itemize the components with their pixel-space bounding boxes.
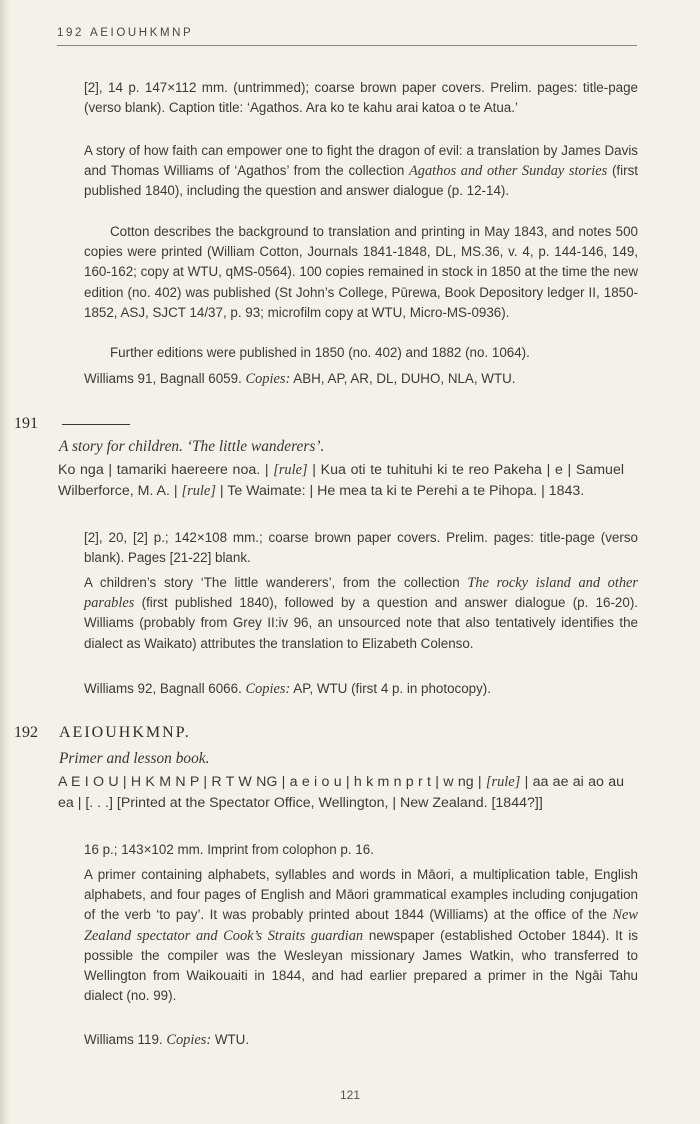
entry-191-collation-text: [2], 20, [2] p.; 142×108 mm.; coarse brown paper covers. Prelim. pages: title-page (verso blank). Pages [21-22] blank. xyxy=(84,530,638,566)
entry-190-note-text-b: (first published 1840), including the question and answer dialogue (p. 12-14). xyxy=(84,163,638,199)
entry-192-references xyxy=(84,1030,638,1050)
entry-190-note xyxy=(84,141,638,202)
entry-192-transcription xyxy=(58,772,624,813)
entry-192-references-text: Williams 119. xyxy=(84,1032,167,1047)
entry-190-references-text: Williams 91, Bagnall 6059. xyxy=(84,371,246,386)
entry-191-rule-1: [rule] xyxy=(273,462,308,478)
entry-192-note-text-a: A primer containing alphabets, syllables and words in Māori, a multiplication table, English alphabets, and four pages of English and Māori grammatical examples including conjugation of the verb ‘to pay’. It was probably printed about 1844 (Williams) at the office of the xyxy=(84,867,638,923)
entry-191-transcription-3: | Te Waimate: | He mea ta ki te Perehi a te Pihopa. | 1843. xyxy=(215,482,585,499)
running-head xyxy=(57,27,637,46)
page-number: 121 xyxy=(339,1088,361,1102)
entry-191-author-dash xyxy=(62,424,130,425)
entry-190-copies-label: Copies: xyxy=(245,371,291,387)
entry-191-note-italic-title: The rocky island and other parables xyxy=(84,575,639,612)
entry-192-copies-label: Copies: xyxy=(166,1032,212,1048)
entry-192-copies-text: WTU. xyxy=(211,1032,250,1047)
running-head-page-number: 192 xyxy=(57,27,84,39)
entry-190-copies-text: ABH, AP, AR, DL, DUHO, NLA, WTU. xyxy=(290,371,516,386)
entry-191-title: A story for children. ‘The little wanderers’. xyxy=(59,438,325,455)
entry-192-rule: [rule] xyxy=(485,774,521,790)
entry-192-collation xyxy=(84,840,638,860)
entry-192-note xyxy=(84,865,638,1006)
entry-190-references xyxy=(84,369,638,389)
entry-191-number: 191 xyxy=(14,415,38,432)
entry-191-transcription xyxy=(58,460,624,501)
entry-190-note-text-a: A story of how faith can empower one to fight the dragon of evil: a translation by James Davis and Thomas Williams of ‘Agathos’ from the collection xyxy=(84,143,638,179)
entry-191-references-text: Williams 92, Bagnall 6066. xyxy=(84,681,246,696)
entry-191-transcription-1: Ko nga | tamariki haereere noa. | xyxy=(58,462,274,478)
entry-192-note-italic-title: New Zealand spectator and Cook’s Straits guardian xyxy=(84,907,638,944)
entry-191-transcription-2: | Kua oti te tuhituhi ki te reo Pakeha | e | Samuel Wilberforce, M. A. | xyxy=(58,462,624,499)
entry-191-copies-label: Copies: xyxy=(245,681,291,697)
entry-192-transcription-1: A E I O U | H K M N P | R T W NG | a e i o u | h k m n p r t | w ng | xyxy=(58,774,486,790)
entry-191-references xyxy=(84,679,638,699)
entry-190-editions-note xyxy=(84,343,638,363)
entry-192-transcription-2: | aa ae ai ao au ea | [. . .] [Printed at the Spectator Office, Wellington, | New Zealand. [1844?]] xyxy=(58,774,624,811)
entry-191-note xyxy=(84,573,638,654)
running-head-title: AEIOUHKMNP xyxy=(90,27,194,39)
entry-190-cotton-note-text: Cotton describes the background to translation and printing in May 1843, and notes 500 copies were printed (William Cotton, Journals 1841-1848, DL, MS.36, v. 4, p. 144-146, 149, 160-162; copy at WTU, qMS-0564). 100 copies remained in stock in 1850 at the time the new edition (no. 402) was published (St John’s College, Pūrewa, Book Depository ledger II, 1850-1852, ASJ, SJCT 14/37, p. 93; microfilm copy at WTU, Micro-MS-0936). xyxy=(84,224,638,320)
entry-191-collation xyxy=(84,528,638,568)
entry-190-collation xyxy=(84,78,638,118)
entry-190-collation-text: [2], 14 p. 147×112 mm. (untrimmed); coarse brown paper covers. Prelim. pages: title-page (verso blank). Caption title: ‘Agathos. Ara ko te kahu arai katoa o te Atua.’ xyxy=(84,80,638,116)
entry-192-note-text-b: newspaper (established October 1844). It is possible the compiler was the Wesleyan missionary James Watkin, who transferred to Wellington from Waikouaiti in 1844, and had earlier prepared a primer in the Ngāi Tahu dialect (no. 99). xyxy=(84,927,638,1004)
entry-192-collation-text: 16 p.; 143×102 mm. Imprint from colophon p. 16. xyxy=(84,842,374,857)
page-gutter-shadow xyxy=(0,0,10,1124)
entry-190-note-italic-title: Agathos and other Sunday stories xyxy=(409,163,608,180)
entry-192-title: Primer and lesson book. xyxy=(59,750,210,767)
entry-190-editions-note-text: Further editions were published in 1850 (no. 402) and 1882 (no. 1064). xyxy=(110,345,530,360)
entry-192-number: 192 xyxy=(14,724,38,741)
entry-191-rule-2: [rule] xyxy=(181,482,216,499)
entry-191-note-text-a: A children’s story ‘The little wanderers’, from the collection xyxy=(84,575,468,590)
entry-192-heading: AEIOUHKMNP. xyxy=(59,724,191,741)
entry-191-copies-text: AP, WTU (first 4 p. in photocopy). xyxy=(290,681,491,696)
entry-190-cotton-note xyxy=(84,222,638,323)
entry-191-note-text-b: (first published 1840), followed by a question and answer dialogue (p. 16-20). Williams (probably from Grey II:iv 96, an unsourced note that also tentatively identifies the dialect as Waikato) attributes the translation to Elizabeth Colenso. xyxy=(84,595,638,651)
